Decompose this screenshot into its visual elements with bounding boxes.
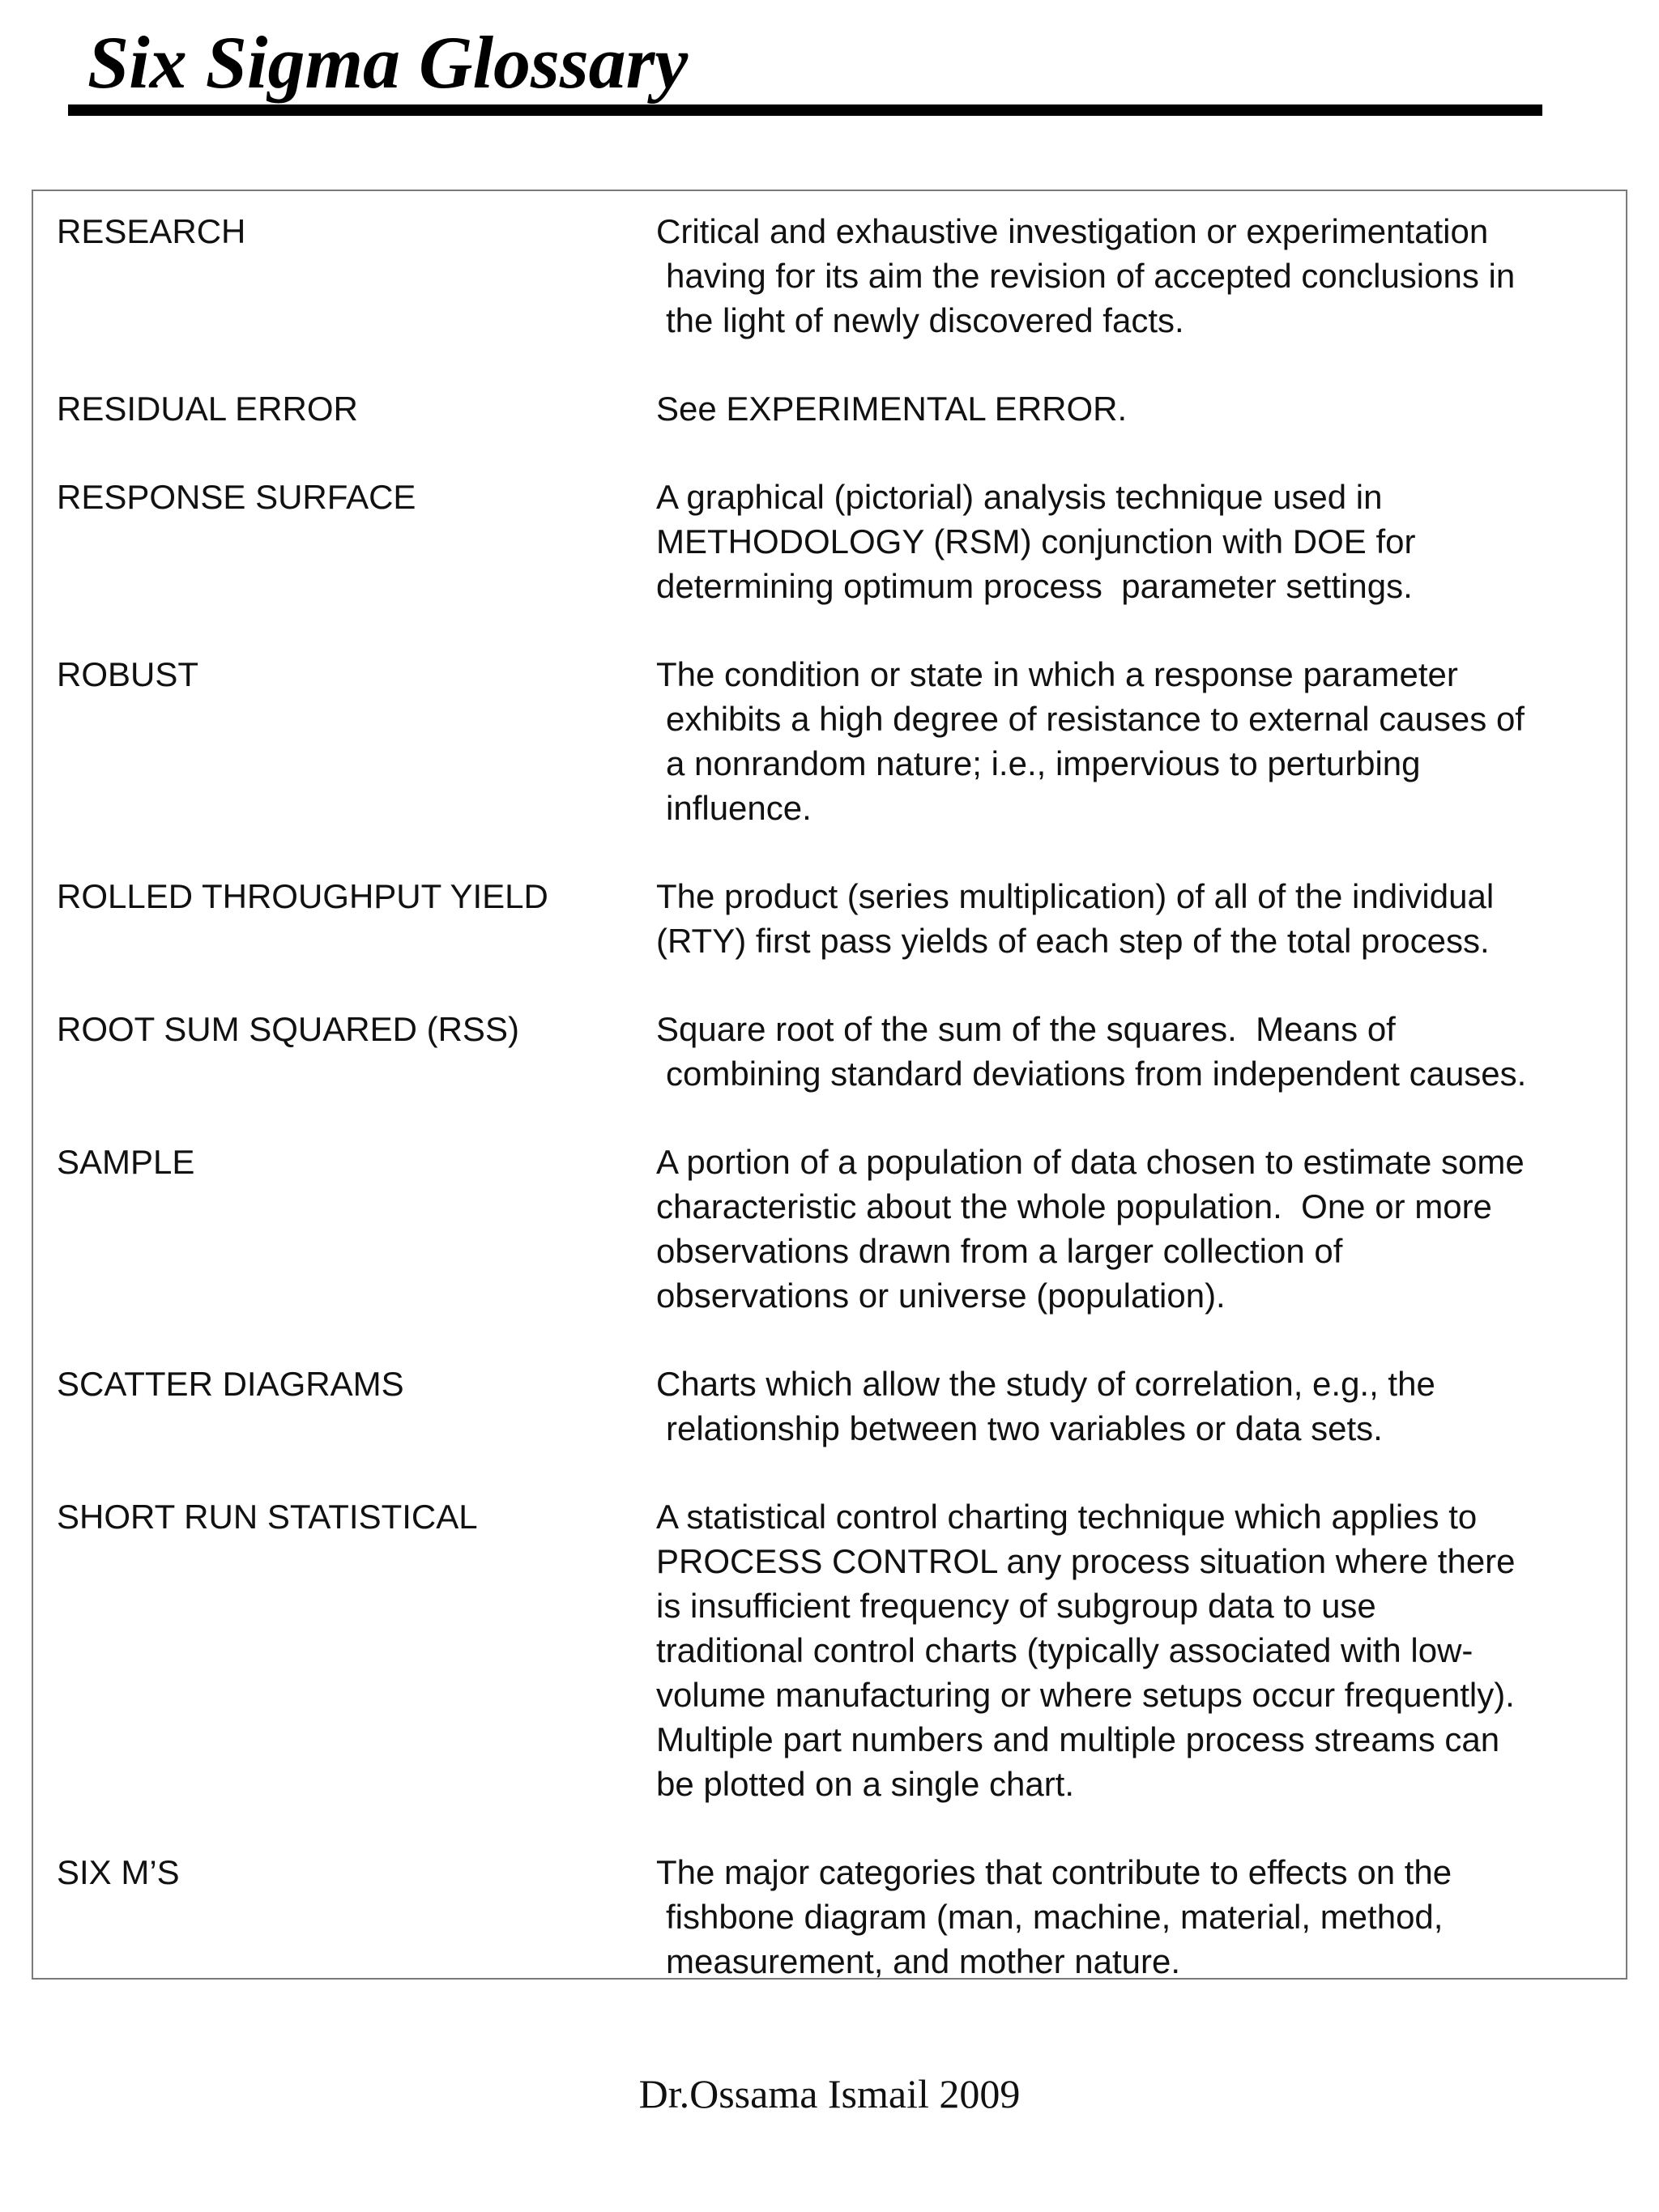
definition-line: Critical and exhaustive investigation or experimentation bbox=[656, 212, 1489, 250]
glossary-term: SAMPLE bbox=[57, 1143, 195, 1181]
definition-line: A portion of a population of data chosen to estimate some bbox=[656, 1143, 1525, 1181]
definition-line: exhibits a high degree of resistance to external causes of bbox=[666, 700, 1525, 738]
glossary-term: RESEARCH bbox=[57, 212, 246, 250]
page-title: Six Sigma Glossary bbox=[87, 21, 689, 104]
glossary-term: SCATTER DIAGRAMS bbox=[57, 1365, 404, 1403]
definition-line: See EXPERIMENTAL ERROR. bbox=[656, 390, 1128, 428]
glossary-table bbox=[32, 190, 1627, 1980]
definition-line: be plotted on a single chart. bbox=[656, 1765, 1075, 1803]
definition-line: observations or universe (population). bbox=[656, 1276, 1226, 1315]
glossary-definition bbox=[656, 874, 1620, 963]
definition-line: traditional control charts (typically associated with low- bbox=[656, 1631, 1473, 1669]
glossary-term: RESIDUAL ERROR bbox=[57, 390, 358, 428]
definition-line: The condition or state in which a response parameter bbox=[656, 655, 1458, 693]
definition-line: The major categories that contribute to effects on the bbox=[656, 1853, 1452, 1891]
definition-line: influence. bbox=[666, 789, 812, 827]
definition-line: fishbone diagram (man, machine, material, method, bbox=[666, 1898, 1444, 1936]
glossary-definition bbox=[656, 1007, 1620, 1096]
glossary-definition bbox=[656, 1140, 1620, 1318]
definition-line: A statistical control charting technique which applies to bbox=[656, 1498, 1478, 1536]
glossary-definition bbox=[656, 1362, 1620, 1451]
definition-line: the light of newly discovered facts. bbox=[666, 301, 1184, 339]
glossary-term: RESPONSE SURFACE bbox=[57, 478, 416, 516]
glossary-definition bbox=[656, 209, 1620, 343]
glossary-definition bbox=[656, 652, 1620, 830]
definition-line: The product (series multiplication) of all of the individual bbox=[656, 877, 1495, 915]
definition-line: characteristic about the whole population. One or more bbox=[656, 1187, 1492, 1225]
definition-line: is insufficient frequency of subgroup data to use bbox=[656, 1587, 1376, 1625]
glossary-term: ROOT SUM SQUARED (RSS) bbox=[57, 1010, 519, 1048]
definition-line: relationship between two variables or data sets. bbox=[666, 1409, 1383, 1447]
definition-line: PROCESS CONTROL any process situation where there bbox=[656, 1542, 1516, 1580]
definition-line: METHODOLOGY (RSM) conjunction with DOE for bbox=[656, 522, 1416, 560]
definition-line: combining standard deviations from independent causes. bbox=[666, 1055, 1527, 1093]
definition-line: Charts which allow the study of correlation, e.g., the bbox=[656, 1365, 1435, 1403]
glossary-term: SHORT RUN STATISTICAL bbox=[57, 1498, 478, 1536]
definition-line: volume manufacturing or where setups occur frequently). bbox=[656, 1676, 1515, 1714]
glossary-term: ROBUST bbox=[57, 655, 199, 693]
definition-line: having for its aim the revision of accepted conclusions in bbox=[666, 257, 1516, 295]
glossary-definition bbox=[656, 475, 1620, 608]
glossary-term: ROLLED THROUGHPUT YIELD bbox=[57, 877, 548, 915]
definition-line: (RTY) first pass yields of each step of the total process. bbox=[656, 922, 1490, 960]
definition-line: a nonrandom nature; i.e., impervious to perturbing bbox=[666, 744, 1421, 782]
definition-line: determining optimum process parameter settings. bbox=[656, 567, 1413, 605]
definition-line: observations drawn from a larger collection of bbox=[656, 1232, 1343, 1270]
glossary-term: SIX M’S bbox=[57, 1853, 180, 1891]
glossary-definition bbox=[656, 1494, 1620, 1806]
title-rule bbox=[68, 104, 1542, 116]
page-footer: Dr.Ossama Ismail 2009 bbox=[638, 2071, 1021, 2116]
glossary-definition bbox=[656, 386, 1620, 431]
definition-line: measurement, and mother nature. bbox=[666, 1942, 1181, 1980]
definition-line: Multiple part numbers and multiple process streams can bbox=[656, 1720, 1500, 1758]
definition-line: Square root of the sum of the squares. Means of bbox=[656, 1010, 1396, 1048]
definition-line: A graphical (pictorial) analysis technique used in bbox=[656, 478, 1383, 516]
glossary-definition bbox=[656, 1850, 1620, 1984]
